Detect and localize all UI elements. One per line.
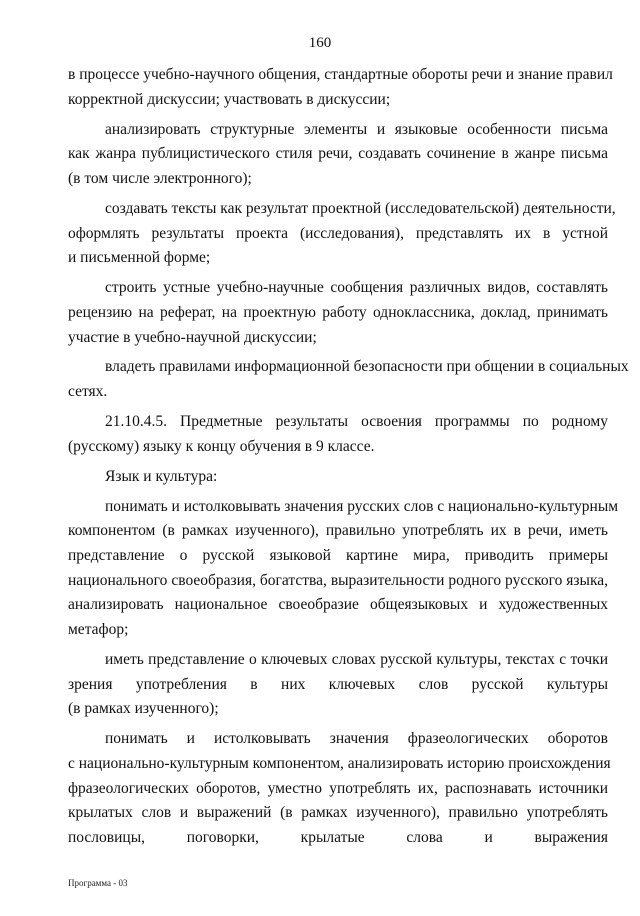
text-line: с национально-культурным компонентом, анализировать историю происхождения	[68, 754, 611, 772]
text-line: (в том числе электронного);	[68, 170, 252, 187]
text-line: анализировать национальное своеобразие общеязыковых и художественных	[68, 596, 608, 614]
paragraph	[68, 63, 613, 112]
text-line: понимать и истолковывать значения фразеологических оборотов	[105, 730, 608, 748]
text-line: представление о русской языковой картине мира, приводить примеры	[68, 546, 608, 564]
paragraph	[68, 465, 608, 490]
page-number: 160	[308, 35, 332, 51]
text-line: иметь представление о ключевых словах русской культуры, текстах с точки	[105, 650, 608, 668]
paragraph	[68, 118, 608, 192]
paragraph	[68, 727, 611, 851]
text-line: Язык и культура:	[105, 467, 218, 485]
paragraph	[68, 276, 608, 350]
text-line: (в рамках изученного);	[68, 700, 219, 718]
document-body	[68, 63, 629, 851]
text-line: участие в учебно-научной дискуссии;	[68, 328, 317, 346]
text-line: создавать тексты как результат проектной (исследовательской) деятельности,	[105, 199, 616, 217]
text-line: метафор;	[68, 621, 129, 639]
text-line: и письменной форме;	[68, 249, 211, 267]
paragraph	[68, 648, 608, 722]
text-line: строить устные учебно-научные сообщения различных видов, составлять	[105, 279, 608, 297]
text-line: рецензию на реферат, на проектную работу одноклассника, доклад, принимать	[68, 303, 608, 321]
text-line: корректной дискуссии; участвовать в дискуссии;	[68, 90, 391, 108]
footer-label: Программа - 03	[68, 878, 128, 888]
text-line: крылатых слов и выражений (в рамках изученного), правильно употреблять	[68, 804, 608, 822]
text-line: национального своеобразия, богатства, выразительности родного русского языка,	[68, 571, 608, 589]
text-line: (русскому) языку к концу обучения в 9 классе.	[68, 437, 375, 455]
text-line: 21.10.4.5. Предметные результаты освоения программы по родному	[105, 413, 608, 431]
text-line: фразеологических оборотов, уместно употреблять их, распознавать источники	[68, 779, 608, 797]
text-line: сетях.	[68, 383, 108, 401]
text-line: оформлять результаты проекта (исследования), представлять их в устной	[68, 224, 608, 242]
text-line: пословицы, поговорки, крылатые слова и выражения	[68, 829, 608, 847]
text-line: как жанра публицистического стиля речи, создавать сочинение в жанре письма	[68, 145, 608, 163]
paragraph	[68, 495, 619, 643]
text-line: понимать и истолковывать значения русских слов с национально-культурным	[105, 497, 619, 515]
paragraph	[68, 197, 616, 271]
paragraph	[68, 410, 608, 459]
text-line: в процессе учебно-научного общения, стандартные обороты речи и знание правил	[68, 66, 613, 83]
text-line: анализировать структурные элементы и языковые особенности письма	[105, 120, 608, 138]
text-line: зрения употребления в них ключевых слов русской культуры	[68, 675, 608, 693]
paragraph	[68, 355, 629, 404]
text-line: владеть правилами информационной безопасности при общении в социальных	[105, 358, 629, 376]
text-line: компонентом (в рамках изученного), правильно употреблять их в речи, иметь	[68, 522, 608, 540]
